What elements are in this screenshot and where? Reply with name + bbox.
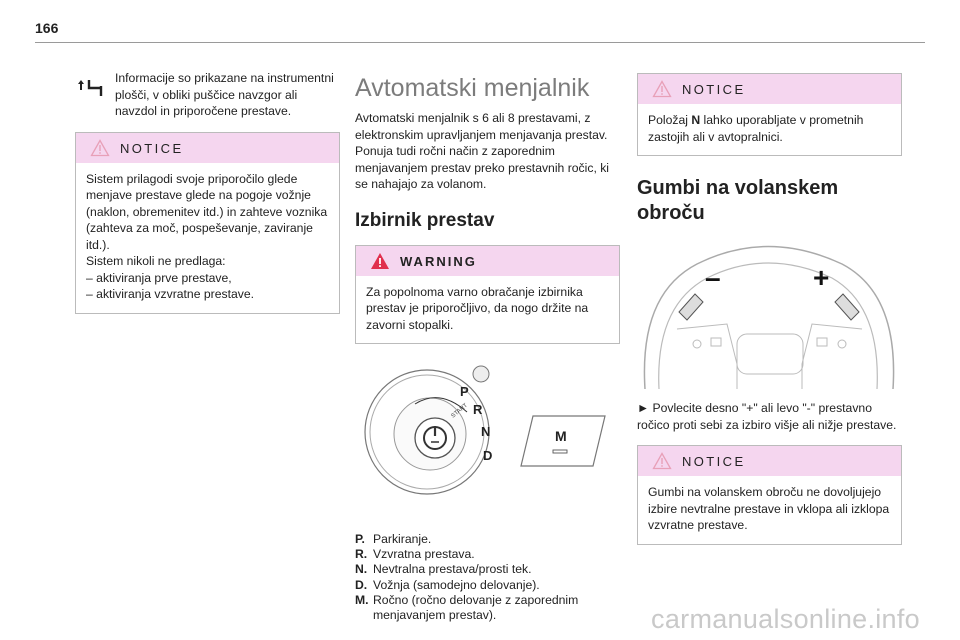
- gear-indicator-info: [75, 70, 340, 120]
- list-item: [355, 562, 620, 577]
- list-item: [355, 547, 620, 562]
- mode-key: M.: [355, 592, 369, 607]
- start-label: START: [450, 402, 469, 420]
- notice-text-part: lahko uporabljate v prometnih zastojih ali v avtopralnici.: [648, 113, 864, 144]
- notice-text-bold: N: [691, 113, 701, 127]
- list-item: [355, 593, 620, 623]
- notice-header: [638, 446, 901, 476]
- mode-key: R.: [355, 547, 368, 562]
- instruction-text: ► Povlecite desno "+" ali levo "-" prestavno ročico proti sebi za izbiro višje ali nižje prestave.: [637, 401, 897, 432]
- column-middle: [355, 74, 620, 623]
- column-right: [637, 73, 902, 545]
- warning-body: [356, 276, 619, 344]
- mode-text: Vožnja (samodejno delovanje).: [373, 577, 540, 592]
- notice-body: [638, 476, 901, 544]
- notice-label: NOTICE: [682, 82, 746, 97]
- paddle-minus-label: –: [705, 262, 721, 293]
- notice-box: [75, 132, 340, 314]
- section-title: Avtomatski menjalnik: [355, 74, 590, 102]
- warning-label: WARNING: [400, 253, 477, 269]
- info-text: Informacije so prikazane na instrumentni plošči, v obliki puščice navzgor ali navzdol in priporočene prestave.: [115, 71, 334, 118]
- steering-wheel-illustration: [637, 234, 902, 394]
- watermark: carmanualsonline.info: [651, 604, 920, 634]
- page-number: 166: [35, 20, 59, 36]
- notice-label: NOTICE: [682, 454, 746, 469]
- mode-key: P.: [355, 532, 365, 546]
- notice-triangle-icon: [90, 139, 110, 162]
- manual-button-label: M: [555, 428, 567, 444]
- notice-line: Sistem nikoli ne predlaga:: [86, 254, 226, 268]
- warning-triangle-icon: [370, 252, 390, 275]
- notice-text-part: Položaj: [648, 113, 692, 127]
- subsection-title: Gumbi na volanskem obroču: [637, 177, 839, 224]
- notice-line: – aktiviranja vzvratne prestave.: [86, 287, 254, 301]
- notice-header: [638, 74, 901, 104]
- subsection-title: Izbirnik prestav: [355, 209, 495, 231]
- dial-letter-n: N: [481, 424, 491, 439]
- notice-box: [637, 445, 902, 545]
- gear-shift-indicator-icon: [75, 76, 105, 103]
- intro-paragraph: Avtomatski menjalnik s 6 ali 8 prestavami, z elektronskim upravljanjem menjavanja prestav. Ponuja tudi ročni način z zaporednim menjavanjem prestav preko prestavnih ročic, ki se nahajajo za volanom.: [355, 111, 610, 191]
- warning-box: [355, 245, 620, 345]
- gear-selector-figure: [355, 362, 620, 512]
- mode-text: Nevtralna prestava/prosti tek.: [373, 562, 532, 577]
- notice-box: [637, 73, 902, 156]
- warning-text: Za popolnoma varno obračanje izbirnika prestav je priporočljivo, da nogo držite na zavorni stopalki.: [366, 284, 589, 332]
- notice-label: NOTICE: [120, 140, 184, 156]
- mode-key: N.: [355, 562, 368, 577]
- mode-key: D.: [355, 577, 368, 592]
- notice-body: [76, 163, 339, 313]
- notice-text: Gumbi na volanskem obroču ne dovoljujejo izbire nevtralne prestave in vklopa ali izklopa vzvratne prestave.: [648, 485, 890, 532]
- notice-triangle-icon: [652, 452, 672, 475]
- paddle-plus-label: +: [813, 262, 830, 293]
- dial-letter-d: D: [483, 448, 493, 463]
- warning-header: [356, 246, 619, 276]
- list-item: [355, 578, 620, 593]
- header-rule: [35, 42, 925, 43]
- dial-letter-p: P: [460, 384, 469, 399]
- mode-text: Vzvratna prestava.: [373, 547, 475, 562]
- notice-line: Sistem prilagodi svoje priporočilo glede menjave prestave glede na pogoje vožnje (naklon, obremenitev itd.) in zahteve voznika (zahteva za moč, pospeševanje, zaviranje itd.).: [86, 171, 328, 252]
- mode-list: [355, 532, 620, 623]
- list-item: [355, 532, 620, 547]
- notice-triangle-icon: [652, 80, 672, 103]
- notice-header: [76, 133, 339, 163]
- mode-text: Ročno (ročno delovanje z zaporednim menjavanjem prestav).: [373, 592, 579, 623]
- mode-text: Parkiranje.: [373, 532, 432, 546]
- steering-wheel-figure: [637, 234, 902, 394]
- notice-line: – aktiviranja prve prestave,: [86, 270, 232, 285]
- dial-letter-r: R: [473, 402, 483, 417]
- notice-text: [648, 112, 891, 145]
- notice-body: [638, 104, 901, 155]
- column-left: [75, 70, 340, 314]
- gear-selector-illustration: [355, 362, 620, 512]
